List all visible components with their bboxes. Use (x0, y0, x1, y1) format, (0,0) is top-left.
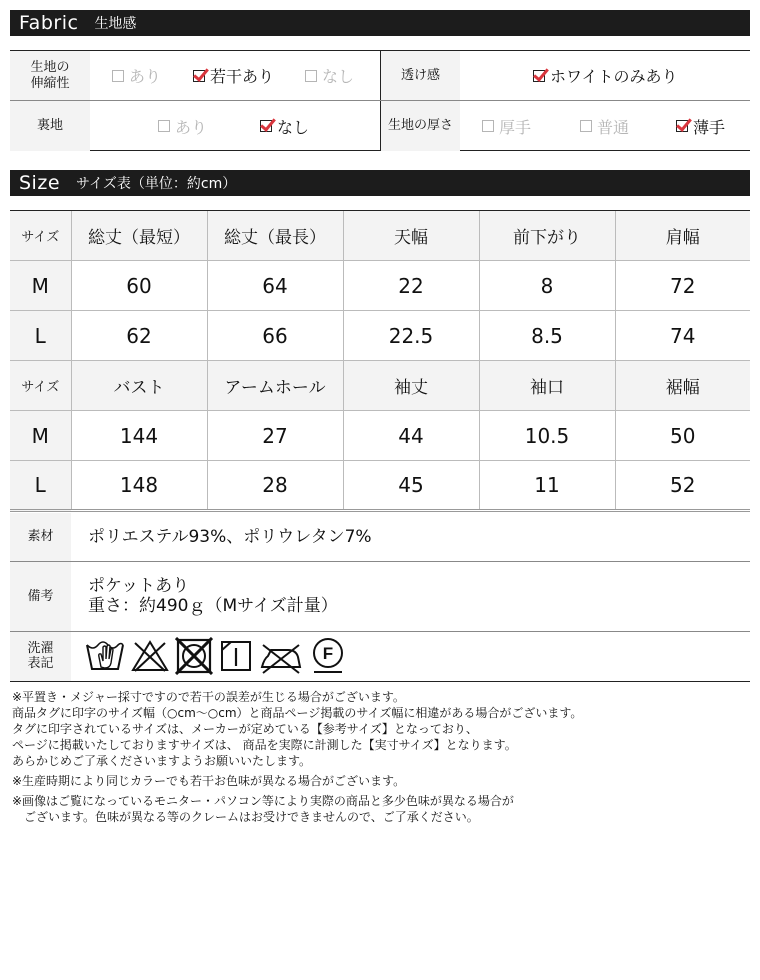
size-subtitle: サイズ表（単位：約cm） (76, 176, 237, 192)
svg-text:F: F (322, 644, 334, 663)
header-cell: アームホール (207, 361, 343, 411)
hand-wash-icon (85, 637, 125, 675)
table-row (10, 311, 750, 361)
size-table (10, 210, 750, 512)
stretch-option-jakkan: 若干あり (193, 51, 274, 100)
no-tumble-dry-icon (175, 637, 213, 675)
header-cell: バスト (71, 361, 207, 411)
thickness-option-thin: 薄手 (676, 101, 725, 151)
size-header-row (10, 211, 750, 261)
lining-option-nashi: なし (260, 101, 309, 151)
header-cell: 袖口 (479, 361, 615, 411)
material-row (10, 513, 750, 561)
no-iron-icon (259, 637, 303, 675)
material-label: 素材 (10, 513, 71, 561)
header-cell: 総丈（最短） (71, 211, 207, 261)
value-cell: 74 (615, 311, 750, 361)
checked-checkbox-icon (193, 70, 205, 82)
checkbox-icon (158, 120, 170, 132)
stretch-option-ari: あり (112, 51, 161, 100)
size-cell: M (10, 411, 71, 461)
header-cell: 裾幅 (615, 361, 750, 411)
drip-dry-shade-icon (219, 637, 253, 675)
remarks-line-2: 重さ：約490ｇ（Mサイズ計量） (88, 596, 338, 616)
header-cell: 天幅 (343, 211, 479, 261)
size-header-row (10, 361, 750, 411)
fabric-row-1 (10, 51, 750, 101)
value-cell: 50 (615, 411, 750, 461)
fabric-table (10, 50, 750, 151)
value-cell: 62 (71, 311, 207, 361)
washing-row (10, 631, 750, 681)
header-cell: 袖丈 (343, 361, 479, 411)
note-line: 商品タグに印字のサイズ幅（○cm〜○cm）と商品ページ掲載のサイズ幅に相違がある場合がございます。 (12, 706, 583, 720)
remarks-label: 備考 (10, 561, 71, 631)
notes (12, 689, 752, 825)
value-cell: 66 (207, 311, 343, 361)
checkbox-icon (305, 70, 317, 82)
checkbox-icon (482, 120, 494, 132)
checkbox-icon (580, 120, 592, 132)
value-cell: 8 (479, 261, 615, 311)
checked-checkbox-icon (533, 70, 545, 82)
stretch-label: 生地の伸縮性 (10, 51, 90, 100)
header-cell: 前下がり (479, 211, 615, 261)
value-cell: 22 (343, 261, 479, 311)
info-table (10, 513, 750, 682)
value-cell: 44 (343, 411, 479, 461)
lining-label: 裏地 (10, 101, 90, 151)
table-row (10, 261, 750, 311)
value-cell: 22.5 (343, 311, 479, 361)
washing-icons (71, 631, 750, 681)
thickness-option-thick: 厚手 (482, 101, 531, 151)
size-cell: M (10, 261, 71, 311)
checked-checkbox-icon (260, 120, 272, 132)
value-cell: 27 (207, 411, 343, 461)
value-cell: 60 (71, 261, 207, 311)
lining-option-ari: あり (158, 101, 207, 151)
note-line: ございます。色味が異なる等のクレームはお受けできませんので、ご了承ください。 (24, 810, 479, 824)
value-cell: 148 (71, 461, 207, 511)
note-line: ※画像はご覧になっているモニター・パソコン等により実際の商品と多少色味が異なる場合が (12, 794, 514, 808)
value-cell: 11 (479, 461, 615, 511)
value-cell: 64 (207, 261, 343, 311)
header-cell: サイズ (10, 211, 71, 261)
value-cell: 10.5 (479, 411, 615, 461)
size-cell: L (10, 461, 71, 511)
washing-label: 洗濯表記 (10, 631, 71, 681)
size-cell: L (10, 311, 71, 361)
fabric-section-header (10, 10, 750, 36)
note-line: タグに印字されているサイズは、メーカーが定めている【参考サイズ】となっており、 (12, 722, 478, 736)
no-bleach-icon (131, 637, 169, 675)
note-line: ※平置き・メジャー採寸ですので若干の誤差が生じる場合がございます。 (12, 690, 405, 704)
note-line: あらかじめご了承くださいますようお願いいたします。 (12, 754, 312, 768)
table-row (10, 461, 750, 511)
checked-checkbox-icon (676, 120, 688, 132)
value-cell: 72 (615, 261, 750, 311)
remarks-line-1: ポケットあり (88, 576, 190, 596)
checkbox-icon (112, 70, 124, 82)
table-row (10, 411, 750, 461)
stretch-option-nashi: なし (305, 51, 354, 100)
header-cell: サイズ (10, 361, 71, 411)
value-cell: 52 (615, 461, 750, 511)
transparency-label: 透け感 (381, 51, 460, 100)
size-title: Size (19, 172, 61, 194)
transparency-option-white: ホワイトのみあり (533, 51, 678, 100)
thickness-label: 生地の厚さ (381, 101, 460, 151)
remarks-row (10, 561, 750, 631)
value-cell: 45 (343, 461, 479, 511)
value-cell: 8.5 (479, 311, 615, 361)
header-cell: 総丈（最長） (207, 211, 343, 261)
value-cell: 144 (71, 411, 207, 461)
fabric-title: Fabric (19, 12, 79, 34)
material-value: ポリエステル93%、ポリウレタン7% (71, 513, 750, 561)
size-section-header (10, 170, 750, 196)
remarks-value (71, 561, 750, 631)
fabric-row-2 (10, 101, 750, 151)
note-line: ページに掲載いたしておりますサイズは、 商品を実際に計測した【実寸サイズ】となります。 (12, 738, 517, 752)
thickness-option-normal: 普通 (580, 101, 629, 151)
dry-clean-f-icon (309, 637, 347, 675)
note-line: ※生産時期により同じカラーでも若干お色味が異なる場合がございます。 (12, 774, 406, 788)
fabric-subtitle: 生地感 (94, 16, 137, 32)
header-cell: 肩幅 (615, 211, 750, 261)
value-cell: 28 (207, 461, 343, 511)
